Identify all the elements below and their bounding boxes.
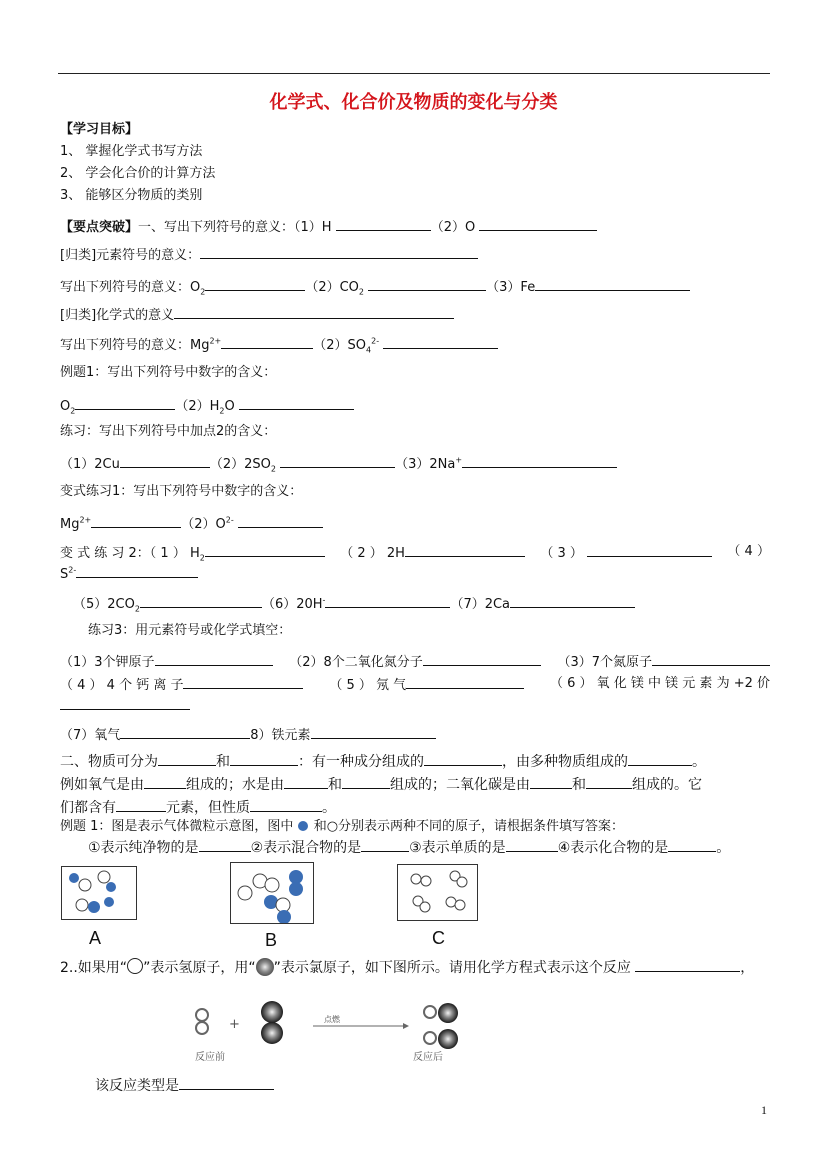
- answer-blank[interactable]: [462, 454, 617, 468]
- answer-blank[interactable]: [75, 396, 175, 410]
- particle-box-c: [397, 864, 478, 921]
- sec3-line1: 2..如果用“ ”表示氢原子，用“ ”表示氯原子，如下图所示。请用化学方程式表示这个反应 ，: [60, 960, 755, 976]
- sec2-line1: 二、物质可分为 和 ：有一种成分组成的 ，由多种物质组成的 。: [60, 754, 706, 770]
- answer-blank[interactable]: [325, 594, 450, 608]
- answer-blank[interactable]: [155, 652, 273, 666]
- white-atom: [420, 902, 430, 912]
- sec2-example: 例题 1：图是表示气体微粒示意图，图中 和○分别表示两种不同的原子，请根据条件填写答案：: [60, 819, 625, 834]
- answer-blank[interactable]: [230, 752, 298, 766]
- answer-blank[interactable]: [342, 775, 390, 789]
- answer-blank[interactable]: [424, 752, 502, 766]
- answer-blank[interactable]: [423, 652, 541, 666]
- white-atom: [446, 897, 456, 907]
- answer-blank[interactable]: [205, 277, 305, 291]
- white-atom: [276, 898, 290, 912]
- plus-sign: +: [229, 1017, 240, 1032]
- answer-blank[interactable]: [361, 838, 409, 852]
- hydrogen-atom: [196, 1022, 208, 1034]
- blue-atom-icon: [298, 818, 310, 836]
- reaction-arrowhead: [403, 1023, 409, 1029]
- after-label: 反应后: [413, 1052, 443, 1063]
- page-number: 1: [761, 1103, 767, 1117]
- white-atom: [411, 874, 421, 884]
- white-atom: [421, 876, 431, 886]
- chlorine-atom-icon: [256, 958, 274, 976]
- answer-blank[interactable]: [587, 543, 712, 557]
- practice3-line2: （ 4 ） 4 个 钙 离 子 （ 5 ） 氖 气 （ 6 ） 氧 化 镁 中 镁 元 素 为 +2 价: [60, 676, 770, 693]
- answer-blank[interactable]: [280, 454, 395, 468]
- chlorine-atom: [261, 1022, 283, 1044]
- answer-blank[interactable]: [406, 675, 524, 689]
- white-atom: [98, 871, 110, 883]
- goals-heading: 【学习目标】: [60, 122, 139, 137]
- answer-blank[interactable]: [586, 775, 632, 789]
- answer-blank[interactable]: [140, 594, 262, 608]
- answer-blank[interactable]: [144, 775, 186, 789]
- reaction-diagram: [185, 1000, 475, 1070]
- particle-box-b: [230, 862, 314, 924]
- key-g2-line: [归类]化学式的意义: [60, 305, 454, 325]
- key-g1-line: [归类]元素符号的意义：: [60, 245, 478, 265]
- particle-box-a: [61, 866, 137, 920]
- blue-atom: [88, 901, 100, 913]
- white-atom: [457, 877, 467, 887]
- answer-blank[interactable]: [311, 725, 436, 739]
- example1-line: $O_2$ $(2)H_2O$: [60, 396, 354, 416]
- variant1-line: $Mg^{2+}$ $(2)O^{2-}$: [60, 514, 323, 534]
- particle-diagram-b: [231, 863, 313, 923]
- sec2-questions: ①表示纯净物的是 ②表示混合物的是 ③表示单质的是 ④表示化合物的是 。: [88, 840, 731, 856]
- answer-blank[interactable]: [336, 217, 431, 231]
- variant2-line2: $(5)2CO_2$ （6）20H- （7）2Ca: [73, 594, 635, 614]
- answer-blank[interactable]: [179, 1076, 274, 1090]
- goal-item: 3、 能够区分物质的类别: [60, 188, 203, 203]
- blue-atom: [289, 870, 303, 884]
- white-atom: [238, 886, 252, 900]
- blue-atom: [69, 873, 79, 883]
- variant2-line: 变 式 练 习 2：（ 1 ） $H_2$ （ 2 ） 2H （ 3 ） （ 4 ）: [60, 544, 770, 563]
- answer-blank[interactable]: [652, 652, 770, 666]
- practice3-line2-cont: [60, 696, 190, 716]
- example1-heading: 例题1：写出下列符号中数字的含义：: [60, 365, 277, 380]
- key-q3-line: 写出下列符号的意义：$Mg^{2+}$ $(2)SO_4^{2-}$: [60, 335, 498, 355]
- hydrogen-atom-icon: [127, 958, 143, 974]
- answer-blank[interactable]: [174, 305, 454, 319]
- answer-blank[interactable]: [183, 675, 303, 689]
- answer-blank[interactable]: [199, 838, 251, 852]
- box-label-c: C: [432, 928, 445, 948]
- chlorine-atom: [438, 1003, 458, 1023]
- answer-blank[interactable]: [60, 696, 190, 710]
- goal-item: 2、 学会化合价的计算方法: [60, 166, 216, 181]
- answer-blank[interactable]: [120, 454, 210, 468]
- answer-blank[interactable]: [116, 798, 166, 812]
- answer-blank[interactable]: [200, 245, 478, 259]
- white-atom: [76, 899, 88, 911]
- variant2-line-cont: $S^{2-}$: [60, 564, 198, 584]
- answer-blank[interactable]: [479, 217, 597, 231]
- answer-blank[interactable]: [635, 958, 740, 972]
- answer-blank[interactable]: [506, 838, 558, 852]
- practice1-line: （1）2Cu $(2)2SO_2$ （3）2Na+: [60, 454, 617, 474]
- blue-atom: [277, 910, 291, 923]
- answer-blank[interactable]: [405, 543, 525, 557]
- answer-blank[interactable]: [284, 775, 328, 789]
- answer-blank[interactable]: [530, 775, 572, 789]
- answer-blank[interactable]: [158, 752, 216, 766]
- page-title: 化学式、化合价及物质的变化与分类: [269, 92, 558, 113]
- box-label-a: A: [89, 928, 102, 948]
- practice1-heading: 练习：写出下列符号中加点2的含义：: [60, 424, 277, 439]
- answer-blank[interactable]: [628, 752, 692, 766]
- blue-atom: [289, 882, 303, 896]
- key-q1-line: 【要点突破】一、写出下列符号的意义：（1）H （2）O: [60, 217, 597, 237]
- white-atom: [265, 878, 279, 892]
- hydrogen-atom: [424, 1032, 436, 1044]
- answer-blank[interactable]: [76, 564, 198, 578]
- blue-atom: [104, 897, 114, 907]
- key-q2-line: 写出下列符号的意义：$O_2$ $(2)CO_2$ （3）Fe: [60, 277, 690, 297]
- hydrogen-atom: [424, 1006, 436, 1018]
- practice3-line3: （7）氧气 8）铁元素: [60, 725, 436, 745]
- answer-blank[interactable]: [221, 335, 313, 349]
- answer-blank[interactable]: [510, 594, 635, 608]
- answer-blank[interactable]: [120, 725, 250, 739]
- answer-blank[interactable]: [239, 396, 354, 410]
- goal-item: 1、 掌握化学式书写方法: [60, 144, 203, 159]
- answer-blank[interactable]: [383, 335, 498, 349]
- answer-blank[interactable]: [205, 543, 325, 557]
- hydrogen-atom: [196, 1009, 208, 1021]
- answer-blank[interactable]: [368, 277, 486, 291]
- practice3-heading: 练习3：用元素符号或化学式填空：: [88, 623, 292, 638]
- white-atom: [455, 900, 465, 910]
- box-label-b: B: [265, 930, 278, 950]
- arrow-label: 点燃: [324, 1015, 340, 1024]
- chlorine-atom: [438, 1029, 458, 1049]
- answer-blank[interactable]: [238, 514, 323, 528]
- variant1-heading: 变式练习1：写出下列符号中数字的含义：: [60, 484, 303, 499]
- answer-blank[interactable]: [535, 277, 690, 291]
- sec2-line2: 例如氧气是由 组成的；水是由 和 组成的；二氧化碳是由 和 组成的。它: [60, 777, 702, 793]
- header-rule: [58, 73, 770, 74]
- particle-diagram-a: [62, 867, 136, 919]
- blue-atom: [106, 882, 116, 892]
- answer-blank[interactable]: [91, 514, 181, 528]
- sec2-line3: 们都含有 元素，但性质 。: [60, 800, 336, 816]
- chlorine-atom: [261, 1001, 283, 1023]
- white-atom: [79, 879, 91, 891]
- before-label: 反应前: [195, 1052, 225, 1063]
- answer-blank[interactable]: [668, 838, 716, 852]
- practice3-line1: （1）3个钾原子 （2）8个二氧化氮分子 （3）7个氮原子: [60, 652, 770, 672]
- particle-diagram-c: [398, 865, 477, 920]
- key-heading: 【要点突破】: [60, 220, 139, 235]
- sec3-type: 该反应类型是: [95, 1076, 274, 1095]
- answer-blank[interactable]: [250, 798, 322, 812]
